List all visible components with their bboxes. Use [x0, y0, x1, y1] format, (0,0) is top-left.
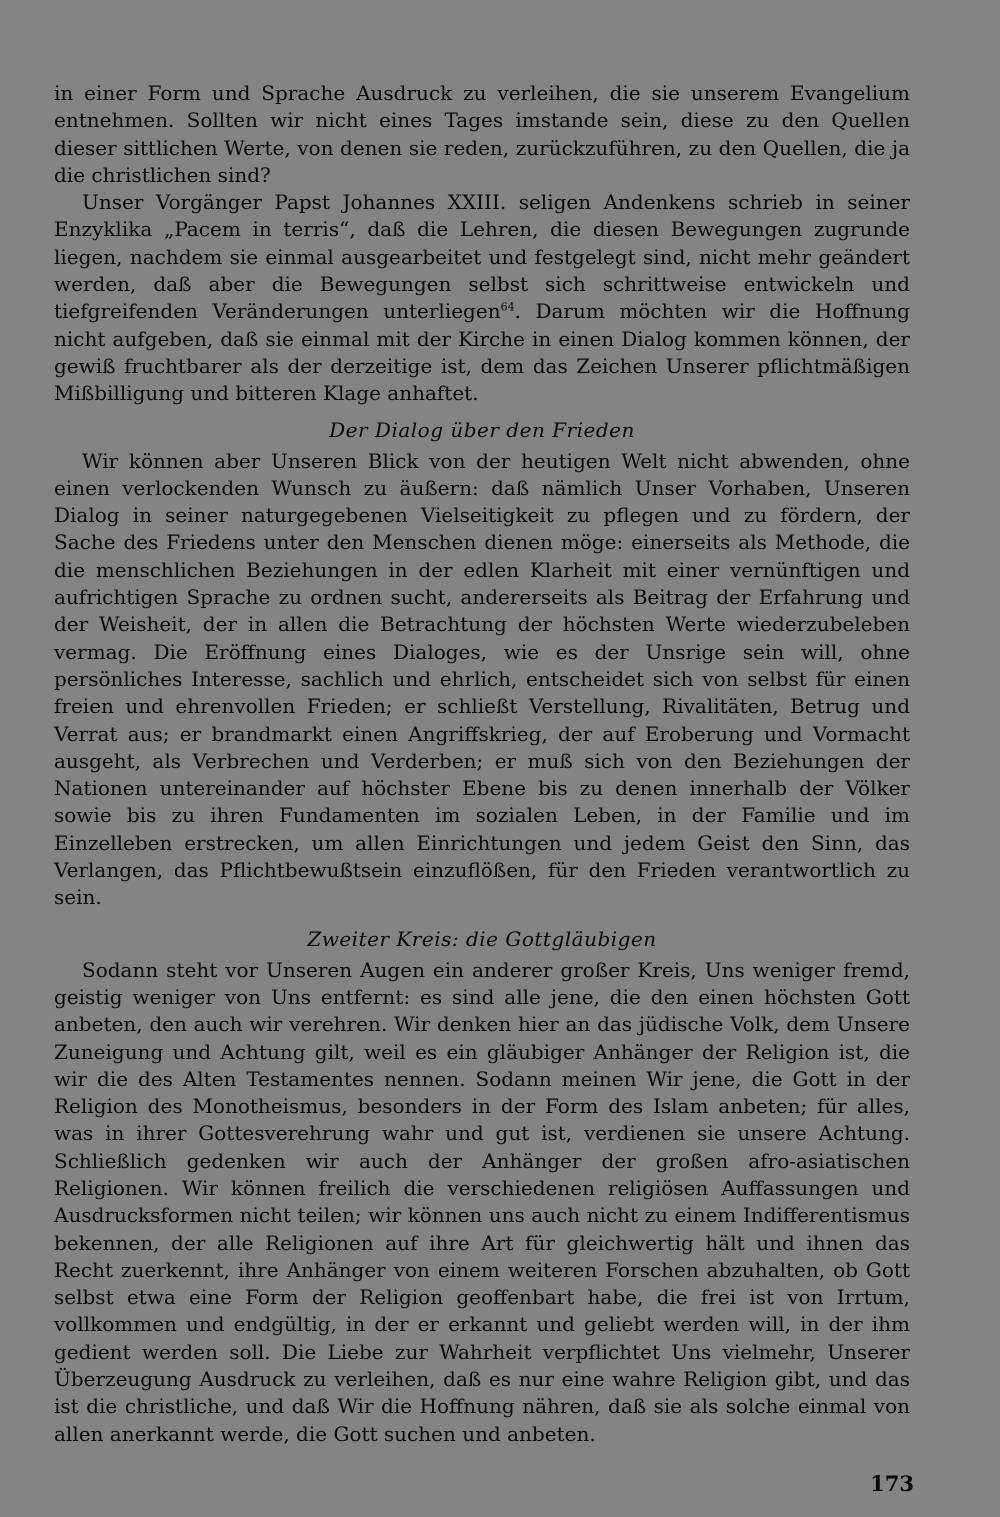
page-number: 173 [870, 1471, 914, 1496]
paragraph-pacem-in-terris [54, 189, 910, 407]
paragraph-text-part-2: . Darum möchten wir die Hoffnung nicht aufgeben, daß sie einmal mit der Kirche in einen Dialog kommen können, der gewiß fruchtbarer als der derzeitige ist, dem das Zeichen Unserer pflichtmäßigen Mißbilligung und bitteren Klage anhaftet. [54, 299, 910, 406]
paragraph-text-part-1: Unser Vorgänger Papst Johannes XXIII. seligen Andenkens schrieb in seiner Enzyklika „Pacem in terris“, daß die Lehren, die diesen Bewegungen zugrunde liegen, nachdem sie einmal ausgearbeitet und festgelegt sind, nicht mehr geändert werden, daß aber die Bewegungen selbst sich schrittweise entwickeln und tiefgreifenden Veränderungen unterliegen [54, 190, 910, 324]
section-heading-second-circle: Zweiter Kreis: die Gottgläubigen [307, 926, 657, 951]
paragraph-dialog-peace: Wir können aber Unseren Blick von der heutigen Welt nicht abwenden, ohne einen verlockenden Wunsch zu äußern: daß nämlich Unser Vorhaben, Unseren Dialog in seiner naturgegebenen Vielseitigkeit zu pflegen und zu fördern, der Sache des Friedens unter den Menschen dienen möge: einerseits als Methode, die die menschlichen Beziehungen in der edlen Klarheit mit einer vernünftigen und aufrichtigen Sprache zu ordnen sucht, andererseits als Beitrag der Erfahrung und der Weisheit, der in allen die Betrachtung der höchsten Werte wiederzubeleben vermag. Die Eröffnung eines Dialoges, wie es der Unsrige sein will, ohne persönliches Interesse, sachlich und ehrlich, entscheidet sich von selbst für einen freien und ehrenvollen Frieden; er schließt Verstellung, Rivalitäten, Betrug und Verrat aus; er brandmarkt einen Angriffskrieg, der auf Eroberung und Vormacht ausgeht, als Verbrechen und Verderben; er muß sich von den Beziehungen der Nationen untereinander auf höchster Ebene bis zu denen innerhalb der Völker sowie bis zu ihren Fundamenten im sozialen Leben, in der Familie und im Einzelleben erstrecken, um allen Einrichtungen und jedem Geist den Sinn, das Verlangen, das Pflichtbewußtsein einzuflößen, für den Frieden verantwortlich zu sein. [54, 448, 910, 910]
footnote-reference: 64 [500, 300, 515, 314]
paragraph-continuation: in einer Form und Sprache Ausdruck zu verleihen, die sie unserem Evangelium entnehmen. Sollten wir nicht eines Tages imstande sein, diese zu den Quellen dieser sittlichen Werte, von denen sie reden, zurückzuführen, zu den Quellen, die ja die christlichen sind? [54, 81, 910, 187]
section-heading-dialog-peace: Der Dialog über den Frieden [329, 417, 635, 442]
page-body [54, 80, 910, 1448]
paragraph-believers: Sodann steht vor Unseren Augen ein anderer großer Kreis, Uns weniger fremd, geistig weniger von Uns entfernt: es sind alle jene, die den einen höchsten Gott anbeten, den auch wir verehren. Wir denken hier an das jüdische Volk, dem Unsere Zuneigung und Achtung gilt, weil es ein gläubiger Anhänger der Religion ist, die wir die des Alten Testamentes nennen. Sodann meinen Wir jene, die Gott in der Religion des Monotheismus, besonders in der Form des Islam anbeten; für alles, was in ihrer Gottesverehrung wahr und gut ist, verdienen sie unsere Achtung. Schließlich gedenken wir auch der Anhänger der großen afro-asiatischen Religionen. Wir können freilich die verschiedenen religiösen Auffassungen und Ausdrucksformen nicht teilen; wir können uns auch nicht zu einem Indifferentismus bekennen, der alle Religionen auf ihre Art für gleichwertig hält und ihnen das Recht zuerkennt, ihre Anhänger von einem weiteren Forschen abzuhalten, ob Gott selbst etwa eine Form der Religion geoffenbart habe, die frei ist von Irrtum, vollkommen und endgültig, in der er erkannt und geliebt werden will, in der ihm gedient werden soll. Die Liebe zur Wahrheit verpflichtet Uns vielmehr, Unserer Überzeugung Ausdruck zu verleihen, daß es nur eine wahre Religion gibt, und das ist die christliche, und daß Wir die Hoffnung nähren, daß sie als solche einmal von allen anerkannt werde, die Gott suchen und anbeten. [54, 957, 910, 1446]
